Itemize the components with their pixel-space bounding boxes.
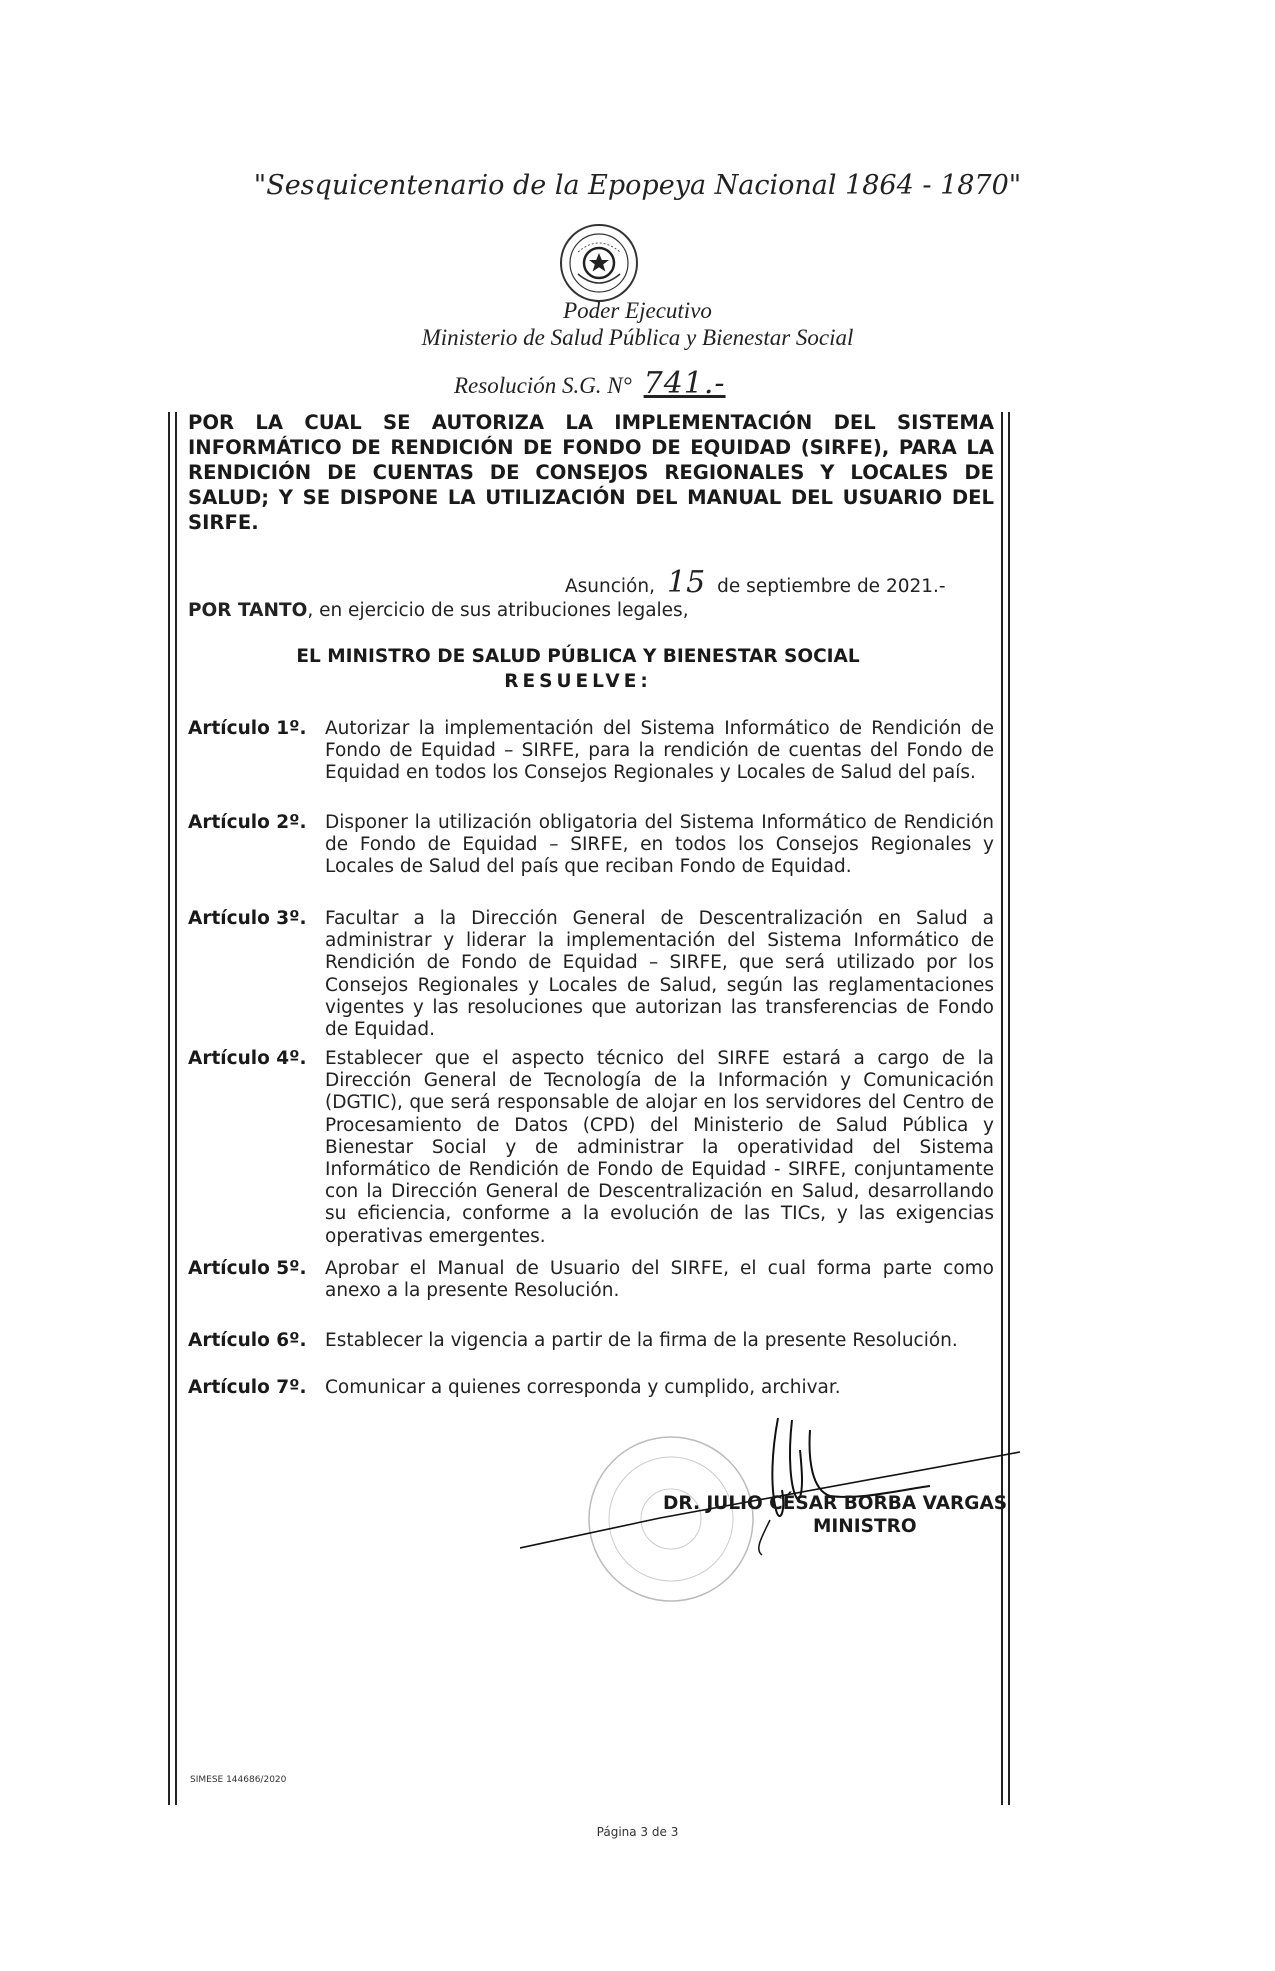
header-motto: "Sesquicentenario de la Epopeya Nacional 1864 - 1870": [253, 170, 1022, 201]
article-text: Disponer la utilización obligatoria del Sistema Informático de Rendición de Fondo de Equidad – SIRFE, en todos los Consejos Regionales y Locales de Salud del país que reciban Fondo de Equidad.: [325, 812, 994, 878]
resuelve-heading: RESUELVE:: [504, 671, 652, 692]
ministry-name: Ministerio de Salud Pública y Bienestar Social: [421, 325, 854, 350]
date-suffix: de septiembre de 2021.-: [717, 576, 946, 597]
article-text: Facultar a la Dirección General de Descentralización en Salud a administrar y liderar la implementación del Sistema Informático de Rendición de Fondo de Equidad – SIRFE, que será utilizado por los Consejos Regionales y Locales de Salud, según las reglamentaciones vigentes y las resoluciones que autorizan las transferencias de Fondo de Equidad.: [325, 908, 994, 1041]
page-number: Página 3 de 3: [596, 1825, 679, 1839]
executive-branch: Poder Ejecutivo: [563, 298, 712, 323]
right-margin-rule: [1001, 412, 1010, 1805]
left-margin-rule: [168, 412, 177, 1805]
file-reference: SIMESE 144686/2020: [190, 1775, 287, 1785]
resolution-title: POR LA CUAL SE AUTORIZA LA IMPLEMENTACIÓN DEL SISTEMA INFORMÁTICO DE RENDICIÓN DE FONDO DE EQUIDAD (SIRFE), PARA LA RENDICIÓN DE CUENTAS DE CONSEJOS REGIONALES Y LOCALES DE SALUD; Y SE DISPONE LA UTILIZACIÓN DEL MANUAL DEL USUARIO DEL SIRFE.: [188, 411, 994, 534]
signatory-name: DR. JULIO CÉSAR BORBA VARGAS: [663, 1493, 1008, 1514]
national-seal-icon: [558, 222, 640, 304]
resolution-number: 741.-: [643, 366, 726, 401]
article-label: Artículo 3º.: [188, 908, 307, 929]
article-label: Artículo 4º.: [188, 1048, 307, 1069]
preamble-bold: POR TANTO: [188, 600, 308, 621]
article-text: Comunicar a quienes corresponda y cumplido, archivar.: [325, 1377, 841, 1398]
preamble-rest: , en ejercicio de sus atribuciones legales,: [307, 600, 689, 621]
signatory-title: MINISTRO: [813, 1516, 917, 1537]
date-line: [565, 565, 946, 600]
resolution-label: Resolución S.G. N°: [454, 373, 632, 398]
signatory: [663, 1492, 1007, 1538]
date-day: 15: [666, 565, 706, 600]
minister-heading: EL MINISTRO DE SALUD PÚBLICA Y BIENESTAR SOCIAL: [296, 646, 860, 667]
date-prefix: Asunción,: [565, 576, 655, 597]
handwritten-signature-icon: [520, 1390, 1060, 1580]
article-label: Artículo 2º.: [188, 812, 307, 833]
article-label: Artículo 7º.: [188, 1377, 307, 1398]
article-text: Aprobar el Manual de Usuario del SIRFE, el cual forma parte como anexo a la presente Resolución.: [325, 1258, 994, 1302]
article-text: Establecer la vigencia a partir de la firma de la presente Resolución.: [325, 1330, 958, 1351]
preamble: [188, 600, 689, 621]
article-text: Autorizar la implementación del Sistema Informático de Rendición de Fondo de Equidad – SIRFE, para la rendición de cuentas del Fondo de Equidad en todos los Consejos Regionales y Locales de Salud del país.: [325, 718, 994, 784]
article-label: Artículo 1º.: [188, 718, 307, 739]
article-text: Establecer que el aspecto técnico del SIRFE estará a cargo de la Dirección General de Tecnología de la Información y Comunicación (DGTIC), que será responsable de alojar en los servidores del Centro de Procesamiento de Datos (CPD) del Ministerio de Salud Pública y Bienestar Social y de administrar la operatividad del Sistema Informático de Rendición de Fondo de Equidad - SIRFE, conjuntamente con la Dirección General de Descentralización en Salud, desarrollando su eficiencia, conforme a la evolución de las TICs, y las exigencias operativas emergentes.: [325, 1048, 994, 1247]
article-label: Artículo 5º.: [188, 1258, 307, 1279]
article-label: Artículo 6º.: [188, 1330, 307, 1351]
resolution-number-line: [454, 366, 726, 401]
